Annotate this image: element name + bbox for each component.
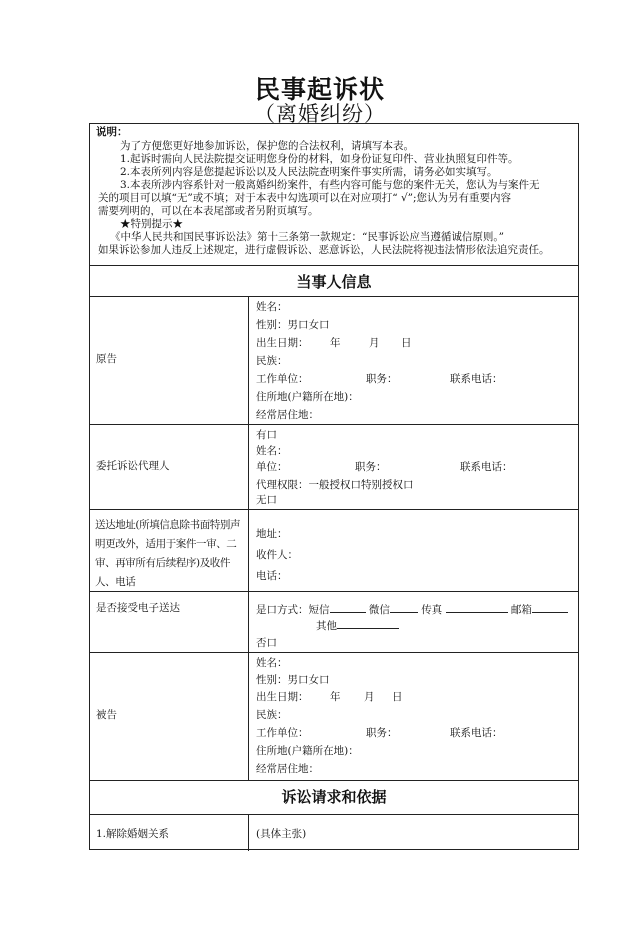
divider [90, 591, 578, 592]
divider [90, 652, 578, 653]
plaintiff-gender-field[interactable]: 性别：男口女口 [256, 319, 330, 331]
column-divider [248, 814, 249, 851]
column-divider [248, 296, 249, 780]
defendant-position-field[interactable]: 职务： [366, 727, 398, 739]
agent-name-field[interactable]: 姓名： [256, 445, 288, 457]
plaintiff-phone-field[interactable]: 联系电话： [450, 373, 503, 385]
sms-blank[interactable] [330, 601, 366, 613]
defendant-gender-field[interactable]: 性别：男口女口 [256, 674, 330, 686]
defendant-birth-day[interactable]: 日 [392, 691, 403, 703]
notes-item-3-line-3: 需要列明的，可以在本表尾部或者另附页填写。 [98, 205, 319, 217]
plaintiff-birth-day[interactable]: 日 [401, 337, 412, 349]
divider [90, 424, 578, 425]
agent-unit-field[interactable]: 单位： [256, 461, 288, 473]
notes-heading: 说明： [96, 126, 128, 138]
electronic-yes-checkbox[interactable]: 是口方式：短信 [256, 604, 330, 616]
service-address-field[interactable]: 地址： [256, 528, 288, 540]
divider [90, 780, 578, 781]
plaintiff-label: 原告 [96, 353, 117, 365]
email-blank[interactable] [532, 601, 568, 613]
plaintiff-birth-month[interactable]: 月 [369, 337, 380, 349]
special-notice-heading: ★特别提示★ [120, 218, 183, 230]
agent-position-field[interactable]: 职务： [355, 461, 387, 473]
claim-1-field[interactable]: (具体主张) [256, 828, 307, 840]
document-title: 民事起诉状 [254, 75, 385, 104]
agent-no-checkbox[interactable]: 无口 [256, 494, 277, 506]
special-notice-line-1: 《中华人民共和国民事诉讼法》第十三条第一款规定：“民事诉讼应当遵循诚信原则。” [110, 231, 504, 243]
plaintiff-name-field[interactable]: 姓名： [256, 301, 288, 313]
defendant-ethnic-field[interactable]: 民族： [256, 709, 288, 721]
service-address-label: 送达地址(所填信息除书面特别声明更改外，适用于案件一审、二审、再审所有后续程序)及收件人、电话 [95, 519, 241, 588]
plaintiff-birth-label: 出生日期： [256, 337, 309, 349]
service-recipient-field[interactable]: 收件人： [256, 549, 298, 561]
notes-intro: 为了方便您更好地参加诉讼，保护您的合法权利，请填写本表。 [120, 140, 414, 152]
defendant-domicile-field[interactable]: 住所地(户籍所在地)： [256, 745, 359, 757]
fax-blank[interactable] [446, 601, 508, 613]
wechat-label: 微信 [368, 604, 390, 616]
fax-label: 传真 [421, 604, 443, 616]
plaintiff-position-field[interactable]: 职务： [366, 373, 398, 385]
defendant-phone-field[interactable]: 联系电话： [450, 727, 503, 739]
notes-item-1: 1.起诉时需向人民法院提交证明您身份的材料，如身份证复印件、营业执照复印件等。 [120, 153, 519, 165]
divider [90, 296, 578, 297]
email-label: 邮箱 [510, 604, 532, 616]
plaintiff-residence-field[interactable]: 经常居住地： [256, 409, 319, 421]
notes-item-3-line-1: 3.本表所涉内容系针对一般离婚纠纷案件，有些内容可能与您的案件无关，您认为与案件无 [120, 179, 540, 191]
electronic-no-checkbox[interactable]: 否口 [256, 637, 277, 649]
other-label: 其他 [316, 620, 337, 632]
defendant-label: 被告 [96, 709, 117, 721]
divider [90, 509, 578, 510]
electronic-other-line [316, 617, 399, 633]
notes-item-3-line-2: 关的项目可以填“无”或不填；对于本表中勾选项可以在对应项打“ √”;您认为另有重要内容 [98, 192, 512, 204]
wechat-blank[interactable] [390, 601, 418, 613]
plaintiff-birth-year[interactable]: 年 [330, 337, 341, 349]
defendant-birth-month[interactable]: 月 [364, 691, 375, 703]
divider [90, 265, 578, 266]
defendant-name-field[interactable]: 姓名： [256, 657, 288, 669]
plaintiff-ethnic-field[interactable]: 民族： [256, 355, 288, 367]
defendant-birth-year[interactable]: 年 [330, 691, 341, 703]
agent-authority-field[interactable]: 代理权限：一般授权口特别授权口 [256, 479, 414, 491]
notes-item-2: 2.本表所列内容是您提起诉讼以及人民法院查明案件事实所需，请务必如实填写。 [120, 166, 498, 178]
section-title-claims: 诉讼请求和依据 [281, 788, 387, 806]
divider [90, 814, 578, 815]
agent-phone-field[interactable]: 联系电话： [460, 461, 513, 473]
defendant-residence-field[interactable]: 经常居住地： [256, 763, 319, 775]
other-blank[interactable] [337, 617, 399, 629]
document-subtitle: （离婚纠纷） [254, 102, 386, 126]
electronic-service-label: 是否接受电子送达 [96, 602, 180, 614]
plaintiff-work-field[interactable]: 工作单位： [256, 373, 309, 385]
defendant-work-field[interactable]: 工作单位： [256, 727, 309, 739]
service-phone-field[interactable]: 电话： [256, 570, 288, 582]
agent-label: 委托诉讼代理人 [96, 460, 170, 472]
special-notice-line-2: 如果诉讼参加人违反上述规定，进行虚假诉讼、恶意诉讼，人民法院将视违法情形依法追究责任。 [98, 244, 550, 256]
section-title-parties: 当事人信息 [296, 273, 372, 291]
claim-1-label: 1.解除婚姻关系 [96, 828, 170, 840]
defendant-birth-label: 出生日期： [256, 691, 309, 703]
electronic-yes-line [256, 601, 568, 617]
complaint-form [89, 123, 579, 850]
plaintiff-domicile-field[interactable]: 住所地(户籍所在地)： [256, 391, 359, 403]
agent-yes-checkbox[interactable]: 有口 [256, 429, 277, 441]
